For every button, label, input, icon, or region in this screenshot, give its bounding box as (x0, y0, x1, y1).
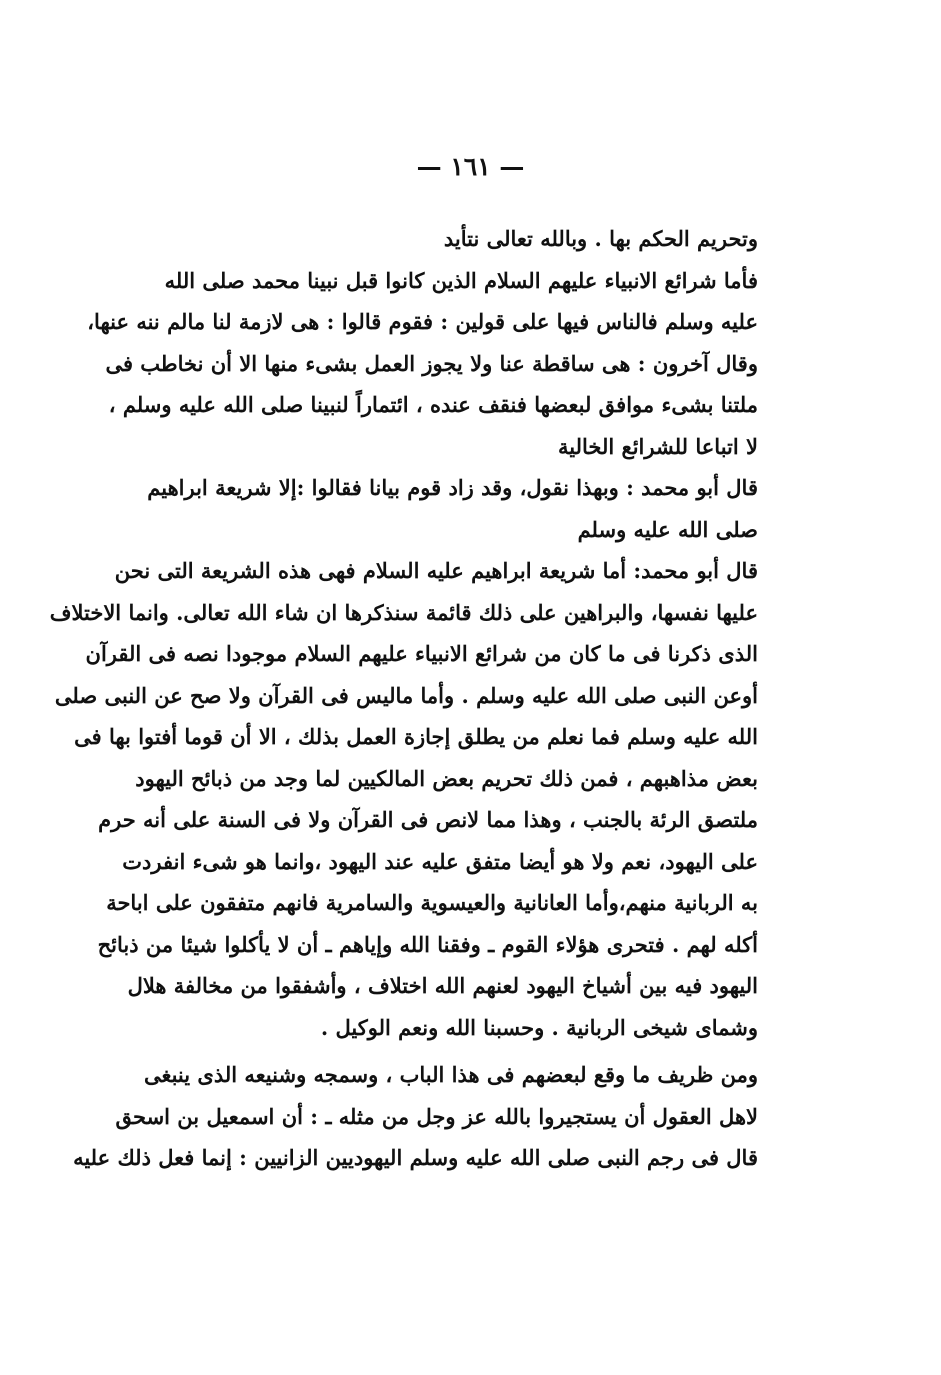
text-line: وشماى شيخى الربانية . وحسبنا الله ونعم الوكيل . (320, 1014, 758, 1040)
paragraph-4 (49, 550, 758, 1048)
text-line: به الربانية منهم،وأما العانانية والعيسوية والسامرية فانهم متفقون على اباحة (106, 890, 758, 915)
text-line: أكله لهم . فتحرى هؤلاء القوم ـ وفقنا الله وإياهم ـ أن لا يأكلوا شيئا من ذبائح (97, 931, 758, 957)
paragraph-2 (87, 260, 758, 468)
paragraph-5 (73, 1054, 758, 1179)
text-line: بعض مذاهبهم ، فمن ذلك تحريم بعض المالكيين لما وجد من ذبائح اليهود (135, 765, 758, 791)
text-line: الله عليه وسلم فما نعلم من يطلق إجازة العمل بذلك ، الا أن قوما أفتوا بها فى (74, 724, 758, 749)
body-text (49, 218, 758, 1179)
text-line: الذى ذكرنا فى ما كان من شرائع الانبياء عليهم السلام موجودا نصه فى القرآن (85, 641, 758, 666)
text-line: أوعن النبى صلى الله عليه وسلم . وأما ماليس فى القرآن ولا صح عن النبى صلى (54, 682, 758, 708)
text-line: قال أبو محمد : وبهذا نقول، وقد زاد قوم بيانا فقالوا :إلا شريعة ابراهيم (147, 475, 758, 500)
text-line: فأما شرائع الانبياء عليهم السلام الذين كانوا قبل نبينا محمد صلى الله (164, 267, 758, 293)
text-line: ملتنا بشىء موافق لبعضها فنقف عنده ، ائتماراً لنبينا صلى الله عليه وسلم ، (108, 392, 758, 417)
text-line: وقال آخرون : هى ساقطة عنا ولا يجوز العمل بشىء منها الا أن نخاطب فى (105, 350, 758, 376)
paragraph-3 (147, 467, 758, 550)
text-line: عليه وسلم فالناس فيها على قولين : فقوم قالوا : هى لازمة لنا مالم ننه عنها، (87, 309, 758, 334)
text-line: لاهل العقول أن يستجيروا بالله عز وجل من مثله ـ : أن اسمعيل بن اسحق (115, 1103, 758, 1129)
text-line: لا اتباعا للشرائع الخالية (558, 433, 758, 459)
text-line: عليها نفسها، والبراهين على ذلك قائمة سنذكرها ان شاء الله تعالى. وانما الاختلاف (49, 599, 758, 625)
page-number: — ١٦١ — (416, 152, 525, 181)
text-line: صلى الله عليه وسلم (577, 516, 758, 542)
text-line: على اليهود، نعم ولا هو أيضا متفق عليه عند اليهود ،وانما هو شىء انفردت (122, 848, 758, 874)
text-line: اليهود فيه بين أشياخ اليهود لعنهم الله اختلاف ، وأشفقوا من مخالفة هلال (127, 973, 758, 998)
paragraph-1 (168, 218, 758, 260)
text-line: ملتصق الرئة بالجنب ، وهذا مما لانص فى القرآن ولا فى السنة على أنه حرم (98, 807, 758, 832)
text-line: وتحريم الحكم بها . وبالله تعالى نتأيد (443, 226, 758, 251)
text-line: ومن ظريف ما وقع لبعضهم فى هذا الباب ، وسمجه وشنيعه الذى ينبغى (143, 1062, 758, 1087)
text-line: قال فى رجم النبى صلى الله عليه وسلم اليهوديين الزانيين : إنما فعل ذلك عليه (73, 1145, 758, 1170)
text-line: قال أبو محمد: أما شريعة ابراهيم عليه السلام فهى هذه الشريعة التى نحن (114, 558, 758, 583)
